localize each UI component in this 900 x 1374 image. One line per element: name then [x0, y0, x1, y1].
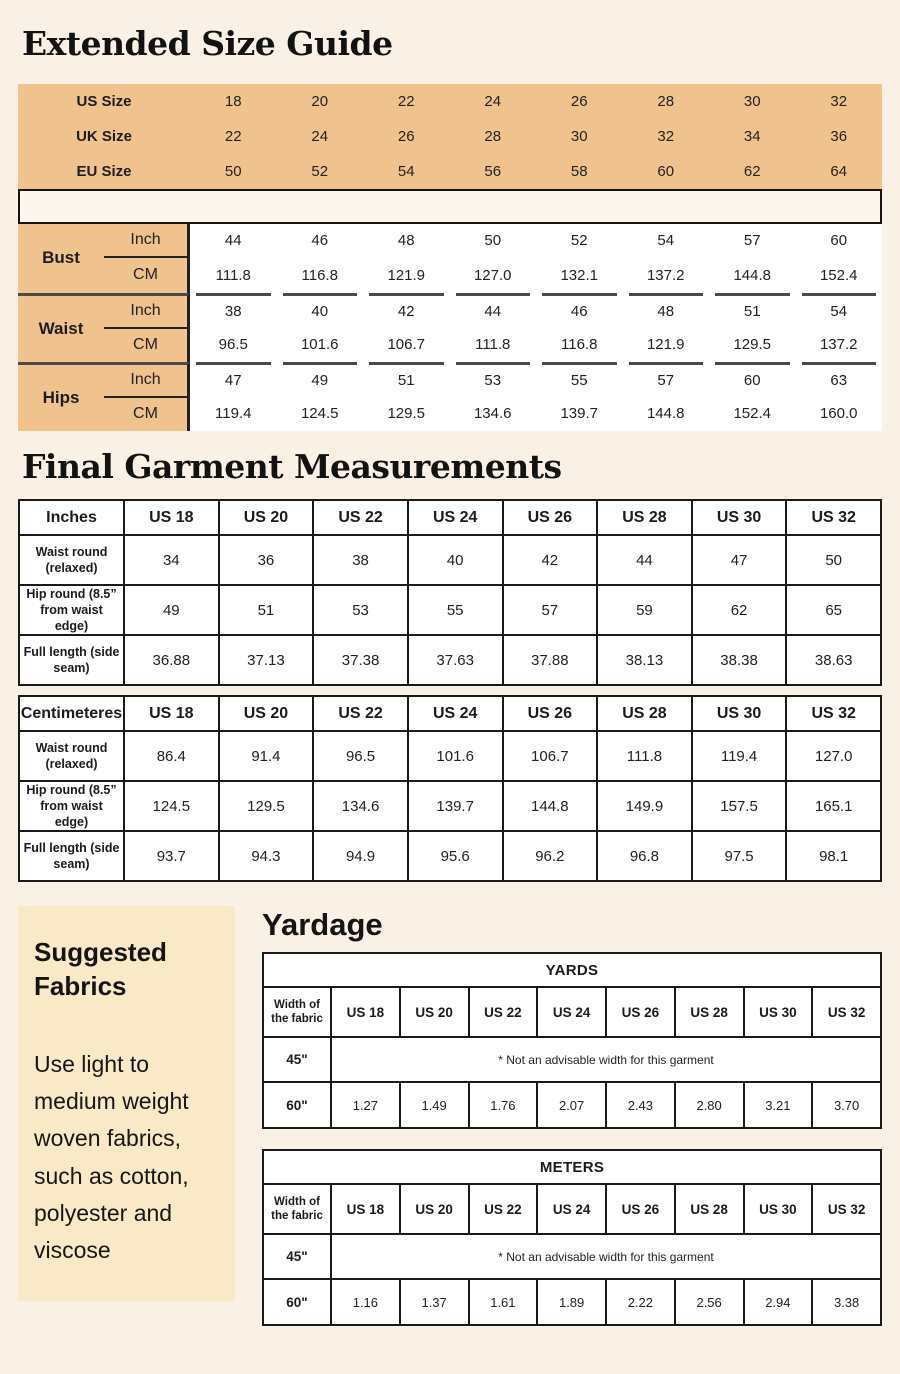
- unit-inch-label: Inch: [104, 365, 187, 398]
- size-row-label: US Size: [76, 92, 132, 110]
- measurement-value: 38.38: [693, 636, 786, 684]
- size-value: 26: [397, 127, 415, 145]
- yardage-value: 3.38: [813, 1280, 880, 1324]
- measurement-value: 37.88: [504, 636, 597, 684]
- yardage-value: 2.80: [676, 1083, 743, 1127]
- body-value-inch: 53: [456, 362, 531, 397]
- size-value: 64: [830, 162, 848, 180]
- body-value-inch: 51: [715, 293, 790, 328]
- fabric-width-header: Width of the fabric: [264, 1185, 330, 1233]
- width-45-label: 45": [264, 1038, 330, 1081]
- measurement-value: 94.3: [220, 832, 313, 880]
- width-60-label: 60": [264, 1083, 330, 1127]
- body-section-bust: [18, 224, 882, 293]
- size-guide-page: [0, 24, 900, 1326]
- measurement-value: 62: [693, 586, 786, 634]
- size-column-header: US 28: [676, 988, 743, 1036]
- body-value-cm: 111.8: [215, 266, 251, 284]
- size-value: 18: [224, 92, 242, 110]
- size-column-header: US 24: [538, 1185, 605, 1233]
- yardage-note: * Not an advisable width for this garment: [332, 1038, 880, 1081]
- size-column-header: US 18: [332, 988, 399, 1036]
- body-value-inch: 42: [369, 293, 444, 328]
- body-section-header: [18, 293, 190, 362]
- measurement-value: 97.5: [693, 832, 786, 880]
- fabrics-heading: Suggested Fabrics: [34, 937, 167, 1001]
- body-value-cm: 137.2: [646, 266, 685, 284]
- size-column-header: US 26: [504, 501, 597, 534]
- body-value-inch: 48: [629, 293, 704, 328]
- measurement-value: 124.5: [125, 782, 218, 830]
- body-value-cm: 144.8: [733, 266, 772, 284]
- measurement-row-label: Hip round (8.5” from waist edge): [20, 782, 123, 830]
- unit-cm-label: CM: [133, 405, 158, 423]
- size-conversion-table: [18, 84, 882, 189]
- body-part-label: Hips: [42, 387, 80, 407]
- body-value-cm: 160.0: [819, 404, 858, 422]
- size-column-header: US 18: [332, 1185, 399, 1233]
- unit-inch-label: Inch: [104, 296, 187, 329]
- yardage-title: Yardage: [262, 907, 383, 943]
- size-row-label: UK Size: [76, 127, 132, 145]
- measurement-value: 101.6: [409, 732, 502, 780]
- body-value-cm: 121.9: [387, 266, 426, 284]
- measurement-value: 129.5: [220, 782, 313, 830]
- size-value: 28: [657, 92, 675, 110]
- size-value: 30: [743, 92, 761, 110]
- body-part-label: Waist: [38, 318, 84, 338]
- measurement-value: 98.1: [787, 832, 880, 880]
- size-column-header: US 32: [787, 697, 880, 730]
- measurement-value: 96.2: [504, 832, 597, 880]
- size-value: 62: [743, 162, 761, 180]
- body-value-inch: 47: [196, 362, 271, 397]
- body-part-label: Bust: [42, 248, 80, 268]
- empty-size-strip: [18, 189, 882, 224]
- body-value-cm: 152.4: [733, 404, 772, 422]
- size-column-header: US 26: [607, 988, 674, 1036]
- body-value-cm: 121.9: [646, 335, 685, 353]
- size-column-header: US 30: [745, 988, 812, 1036]
- body-value-cm: 119.4: [215, 404, 252, 422]
- size-column-header: US 22: [314, 501, 407, 534]
- body-section-values: [190, 293, 882, 362]
- body-section-waist: [18, 293, 882, 362]
- fabric-width-header: Width of the fabric: [264, 988, 330, 1036]
- measurement-value: 144.8: [504, 782, 597, 830]
- size-value: 22: [224, 127, 242, 145]
- measurement-value: 111.8: [598, 732, 691, 780]
- yardage-value: 1.89: [538, 1280, 605, 1324]
- size-column-header: US 24: [409, 697, 502, 730]
- measurement-value: 47: [693, 536, 786, 584]
- body-value-inch: 49: [283, 362, 358, 397]
- size-value: 26: [570, 92, 588, 110]
- body-value-inch: 55: [542, 362, 617, 397]
- body-value-inch: 60: [830, 232, 848, 250]
- measurement-value: 42: [504, 536, 597, 584]
- size-column-header: US 20: [220, 697, 313, 730]
- measurement-value: 37.13: [220, 636, 313, 684]
- yardage-value: 2.43: [607, 1083, 674, 1127]
- body-value-cm: 134.6: [473, 404, 512, 422]
- unit-header: Inches: [20, 501, 123, 534]
- size-column-header: US 30: [745, 1185, 812, 1233]
- yardage-value: 1.49: [401, 1083, 468, 1127]
- body-value-inch: 38: [196, 293, 271, 328]
- measurement-value: 59: [598, 586, 691, 634]
- body-value-inch: 46: [311, 232, 329, 250]
- body-value-inch: 57: [743, 232, 761, 250]
- body-value-cm: 96.5: [218, 335, 248, 353]
- size-column-header: US 28: [676, 1185, 743, 1233]
- measurement-value: 157.5: [693, 782, 786, 830]
- size-column-header: US 28: [598, 697, 691, 730]
- unit-cm-label: CM: [133, 336, 158, 354]
- measurement-value: 44: [598, 536, 691, 584]
- body-value-inch: 44: [224, 232, 242, 250]
- measurement-value: 53: [314, 586, 407, 634]
- size-row-label: EU Size: [76, 162, 132, 180]
- body-value-inch: 48: [397, 232, 415, 250]
- width-45-label: 45": [264, 1235, 330, 1278]
- measurement-row-label: Hip round (8.5” from waist edge): [20, 586, 123, 634]
- size-column-header: US 22: [470, 1185, 537, 1233]
- yardage-unit-title: YARDS: [264, 954, 880, 986]
- measurement-value: 38: [314, 536, 407, 584]
- unit-header: Centimeteres: [20, 697, 123, 730]
- measurement-value: 37.38: [314, 636, 407, 684]
- body-value-cm: 139.7: [560, 404, 599, 422]
- fabrics-description: Use light to medium weight woven fabrics, such as cotton, polyester and viscose: [34, 1050, 189, 1264]
- body-value-cm: 106.7: [387, 335, 426, 353]
- body-section-header: [18, 362, 190, 431]
- measurement-value: 91.4: [220, 732, 313, 780]
- measurement-value: 55: [409, 586, 502, 634]
- size-value: 30: [570, 127, 588, 145]
- size-column-header: US 20: [220, 501, 313, 534]
- body-section-values: [190, 362, 882, 431]
- body-value-inch: 52: [570, 232, 588, 250]
- measurement-value: 165.1: [787, 782, 880, 830]
- body-value-cm: 116.8: [301, 266, 338, 284]
- size-column-header: US 18: [125, 501, 218, 534]
- measurement-value: 127.0: [787, 732, 880, 780]
- measurement-value: 38.63: [787, 636, 880, 684]
- yardage-value: 1.61: [470, 1280, 537, 1324]
- yardage-value: 1.37: [401, 1280, 468, 1324]
- size-column-header: US 22: [314, 697, 407, 730]
- measurement-value: 149.9: [598, 782, 691, 830]
- body-value-cm: 144.8: [646, 404, 685, 422]
- yardage-value: 1.16: [332, 1280, 399, 1324]
- size-value: 28: [484, 127, 502, 145]
- measurement-row-label: Waist round (relaxed): [20, 732, 123, 780]
- size-value: 32: [657, 127, 675, 145]
- measurement-value: 36.88: [125, 636, 218, 684]
- yardage-value: 2.94: [745, 1280, 812, 1324]
- body-value-cm: 152.4: [819, 266, 858, 284]
- yardage-value: 2.56: [676, 1280, 743, 1324]
- measurement-row-label: Full length (side seam): [20, 636, 123, 684]
- size-value: 54: [397, 162, 415, 180]
- size-column-header: US 30: [693, 697, 786, 730]
- body-value-inch: 51: [369, 362, 444, 397]
- yardage-value: 3.70: [813, 1083, 880, 1127]
- yardage-note: * Not an advisable width for this garment: [332, 1235, 880, 1278]
- size-value: 32: [830, 92, 848, 110]
- size-value: 34: [743, 127, 761, 145]
- size-column-header: US 18: [125, 697, 218, 730]
- size-value: 60: [657, 162, 675, 180]
- measurement-row-label: Full length (side seam): [20, 832, 123, 880]
- body-value-inch: 44: [456, 293, 531, 328]
- body-value-cm: 129.5: [387, 404, 426, 422]
- garment-table-cm: [18, 695, 882, 882]
- body-value-cm: 101.6: [300, 335, 339, 353]
- body-value-inch: 54: [802, 293, 877, 328]
- body-measurements-table: [18, 224, 882, 431]
- size-row-eu: [18, 154, 882, 189]
- size-row-uk: [18, 119, 882, 154]
- measurement-value: 50: [787, 536, 880, 584]
- body-section-header: [18, 224, 190, 293]
- size-column-header: US 26: [504, 697, 597, 730]
- size-value: 52: [311, 162, 329, 180]
- size-column-header: US 32: [813, 1185, 880, 1233]
- body-value-inch: 57: [629, 362, 704, 397]
- size-column-header: US 32: [787, 501, 880, 534]
- body-value-inch: 54: [657, 232, 675, 250]
- size-column-header: US 24: [538, 988, 605, 1036]
- measurement-value: 38.13: [598, 636, 691, 684]
- yardage-value: 1.27: [332, 1083, 399, 1127]
- unit-inch-label: Inch: [104, 224, 187, 259]
- page-title: Extended Size Guide: [22, 24, 393, 63]
- garment-table-inches: [18, 499, 882, 686]
- body-value-cm: 116.8: [561, 335, 598, 353]
- measurement-value: 94.9: [314, 832, 407, 880]
- size-value: 36: [830, 127, 848, 145]
- size-column-header: US 32: [813, 988, 880, 1036]
- size-value: 50: [224, 162, 242, 180]
- body-value-cm: 111.8: [475, 335, 511, 353]
- measurement-value: 49: [125, 586, 218, 634]
- width-60-label: 60": [264, 1280, 330, 1324]
- measurement-value: 139.7: [409, 782, 502, 830]
- yardage-value: 2.22: [607, 1280, 674, 1324]
- size-value: 20: [311, 92, 329, 110]
- body-value-cm: 124.5: [300, 404, 339, 422]
- body-value-inch: 50: [484, 232, 502, 250]
- size-column-header: US 24: [409, 501, 502, 534]
- body-value-cm: 132.1: [560, 266, 599, 284]
- measurement-value: 95.6: [409, 832, 502, 880]
- size-value: 58: [570, 162, 588, 180]
- size-row-us: [18, 84, 882, 119]
- measurement-value: 86.4: [125, 732, 218, 780]
- size-column-header: US 20: [401, 988, 468, 1036]
- measurement-value: 96.5: [314, 732, 407, 780]
- measurement-value: 93.7: [125, 832, 218, 880]
- suggested-fabrics-panel: [18, 906, 235, 1301]
- measurement-value: 119.4: [693, 732, 786, 780]
- size-column-header: US 20: [401, 1185, 468, 1233]
- size-value: 22: [397, 92, 415, 110]
- body-value-inch: 46: [542, 293, 617, 328]
- yardage-section: [262, 906, 882, 1326]
- size-value: 24: [484, 92, 502, 110]
- size-column-header: US 30: [693, 501, 786, 534]
- yardage-unit-title: METERS: [264, 1151, 880, 1183]
- body-value-inch: 40: [283, 293, 358, 328]
- body-section-values: [190, 224, 882, 293]
- size-column-header: US 28: [598, 501, 691, 534]
- measurement-value: 134.6: [314, 782, 407, 830]
- measurement-value: 34: [125, 536, 218, 584]
- body-value-inch: 63: [802, 362, 877, 397]
- measurement-value: 57: [504, 586, 597, 634]
- measurement-value: 37.63: [409, 636, 502, 684]
- yardage-value: 2.07: [538, 1083, 605, 1127]
- size-value: 56: [484, 162, 502, 180]
- yardage-value: 3.21: [745, 1083, 812, 1127]
- size-value: 24: [311, 127, 329, 145]
- body-value-cm: 129.5: [733, 335, 772, 353]
- size-column-header: US 22: [470, 988, 537, 1036]
- body-value-cm: 137.2: [819, 335, 858, 353]
- measurement-value: 65: [787, 586, 880, 634]
- meters-table: [262, 1149, 882, 1326]
- body-value-cm: 127.0: [473, 266, 512, 284]
- body-value-inch: 60: [715, 362, 790, 397]
- body-section-hips: [18, 362, 882, 431]
- measurement-value: 51: [220, 586, 313, 634]
- measurement-value: 106.7: [504, 732, 597, 780]
- unit-cm-label: CM: [133, 266, 158, 284]
- measurement-value: 36: [220, 536, 313, 584]
- measurement-value: 96.8: [598, 832, 691, 880]
- measurement-value: 40: [409, 536, 502, 584]
- size-column-header: US 26: [607, 1185, 674, 1233]
- yardage-value: 1.76: [470, 1083, 537, 1127]
- garment-title: Final Garment Measurements: [22, 446, 562, 486]
- measurement-row-label: Waist round (relaxed): [20, 536, 123, 584]
- yards-table: [262, 952, 882, 1129]
- bottom-section: [18, 906, 882, 1326]
